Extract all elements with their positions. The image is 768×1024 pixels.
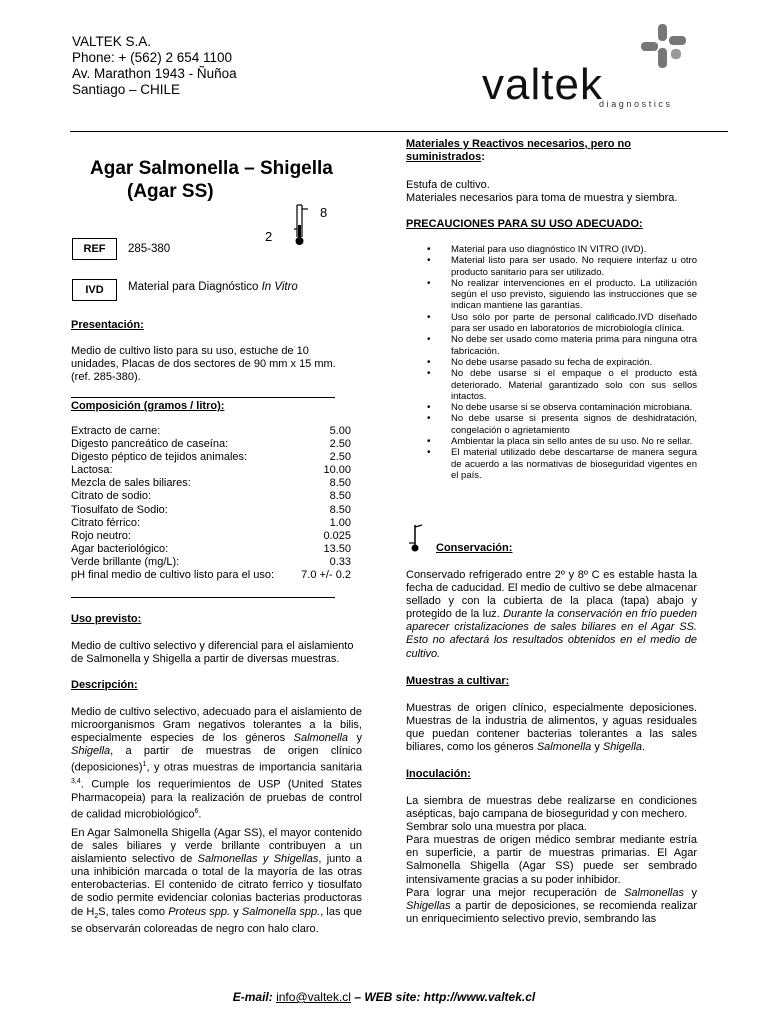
temp-high-label: 8 bbox=[320, 205, 328, 220]
materiales-heading bbox=[406, 138, 666, 164]
footer-separator: – bbox=[350, 990, 365, 1004]
ref-label-box: REF bbox=[72, 238, 117, 260]
list-item: • Material listo para ser usado. No requiere interfaz u otro producto sanitario para ser utilizado. bbox=[406, 255, 697, 278]
text-run: y bbox=[230, 905, 242, 918]
list-item: • No debe usarse si presenta signos de deshidratación, congelación o agrietamiento bbox=[406, 413, 697, 436]
logo-subtitle: diagnostics bbox=[599, 99, 673, 109]
company-street: Av. Marathon 1943 - Ñuñoa bbox=[72, 66, 237, 81]
list-item: • Material para uso diagnóstico IN VITRO (IVD). bbox=[406, 244, 697, 255]
ingredient-name: Verde brillante (mg/L): bbox=[71, 555, 180, 568]
text-run: . Cumple los requerimientos de USP (United States Pharmacopeia) para la realización de pruebas de control de calidad microbiológico bbox=[71, 778, 362, 821]
materiales-line: Estufa de cultivo. bbox=[406, 179, 490, 191]
ingredient-name: Digesto péptico de tejidos animales: bbox=[71, 451, 248, 464]
list-item: • Uso sólo por parte de personal calificado.IVD diseñado para ser usado en laboratorios de microbiología clínica. bbox=[406, 312, 697, 335]
product-title-line1: Agar Salmonella – Shigella bbox=[90, 158, 333, 179]
footnote-ref: 1 bbox=[142, 761, 147, 769]
logo-mark-icon bbox=[638, 22, 688, 74]
inoculacion-line: Para muestras de origen médico sembrar mediante estría en superficie, a partir de muestras primarias. El Agar Salmonella Shigella (Agar SS) puede ser sembrado intensivamente gracias a su poder inhibidor. bbox=[406, 834, 697, 886]
text-run: Muestras de origen clínico, especialmente deposiciones. Muestras de la industria de alimentos, y aguas residuales que puedan contener bacterias tolerantes a las sales biliares, como los géneros bbox=[406, 702, 697, 754]
text-run-italic: Shigella bbox=[71, 745, 111, 758]
conservacion-heading: Conservación: bbox=[436, 542, 513, 554]
text-run: , y otras muestras de importancia sanitaria bbox=[146, 762, 362, 775]
product-title bbox=[90, 157, 333, 203]
ingredient-name: Lactosa: bbox=[71, 464, 113, 477]
text-run: . bbox=[198, 808, 202, 821]
ingredient-value: 8.50 bbox=[329, 477, 351, 490]
website-link[interactable]: WEB site: http://www.valtek.cl bbox=[364, 990, 536, 1004]
ingredient-value: 5.00 bbox=[329, 425, 351, 437]
text-run-italic: Salmonellas bbox=[624, 886, 684, 899]
subscript: 2 bbox=[94, 912, 99, 920]
company-phone: Phone: + (562) 2 654 1100 bbox=[72, 50, 233, 65]
ingredient-value: 7.0 +/- 0.2 bbox=[301, 569, 351, 582]
ivd-text-italic: In Vitro bbox=[261, 281, 298, 293]
ingredient-value: 0.33 bbox=[329, 555, 351, 568]
company-city: Santiago – CHILE bbox=[72, 82, 181, 97]
divider bbox=[71, 397, 335, 398]
ingredient-name: Mezcla de sales biliares: bbox=[71, 477, 191, 490]
list-item: • No debe usarse si el empaque o el producto está deteriorado. Material garantizado solo con sus sellos intactos. bbox=[406, 368, 697, 402]
text-run: y bbox=[591, 741, 603, 754]
ingredient-value: 8.50 bbox=[329, 503, 351, 516]
valtek-logo bbox=[482, 22, 682, 112]
text-run-italic: Proteus spp. bbox=[168, 905, 231, 918]
materiales-heading-colon: : bbox=[481, 151, 485, 164]
text-run: a partir de deposiciones, se recomienda realizar un enriquecimiento selectivo previo, sembrando las bbox=[406, 899, 697, 925]
list-item: • No realizar intervenciones en el producto. La utilización según el uso previsto, siguiendo las instrucciones que se indican mantiene las garantías. bbox=[406, 278, 697, 312]
divider bbox=[71, 597, 335, 598]
text-run-italic: Salmonellas y Shigellas bbox=[197, 853, 319, 866]
precauciones-heading: PRECAUCIONES PARA SU USO ADECUADO: bbox=[406, 218, 643, 230]
inoculacion-text bbox=[406, 795, 697, 926]
thermometer-icon bbox=[406, 523, 430, 553]
text-run: En Agar Salmonella Shigella (Agar SS), el mayor contenido de sales biliares y verde brillante contribuyen a un aislamiento selectivo de bbox=[71, 827, 362, 866]
temp-low-label: 2 bbox=[265, 229, 273, 244]
composition-table bbox=[71, 425, 351, 582]
uso-text: Medio de cultivo selectivo y diferencial para el aislamiento de Salmonella y Shigella a partir de diversas muestras. bbox=[71, 640, 354, 666]
descripcion-paragraph-2 bbox=[71, 827, 362, 936]
text-run-italic: Shigella bbox=[602, 741, 643, 754]
text-run: . bbox=[642, 741, 646, 754]
text-run: y bbox=[683, 886, 697, 899]
materiales-list bbox=[406, 179, 696, 205]
text-run: Conservado refrigerado entre 2º y 8º C es estable hasta la fecha de caducidad. El medio de cultivo se debe almacenar sellado y con la cubierta de la placa (tapa) abajo y protegido de la luz. bbox=[406, 569, 697, 621]
company-name: VALTEK S.A. bbox=[72, 34, 152, 49]
composition-row bbox=[71, 556, 351, 569]
header-divider bbox=[70, 131, 728, 132]
text-run: Para lograr una mejor recuperación de bbox=[406, 886, 625, 899]
composicion-heading: Composición (gramos / litro): bbox=[71, 400, 225, 412]
text-run-italic: Salmonella bbox=[536, 741, 592, 754]
descripcion-paragraph-1 bbox=[71, 706, 362, 822]
list-item: • No debe ser usado como materia prima para ninguna otra fabricación. bbox=[406, 334, 697, 357]
footnote-ref: 3,4 bbox=[71, 778, 81, 786]
ingredient-value: 2.50 bbox=[329, 451, 351, 464]
text-run-italic: Shigellas bbox=[406, 899, 451, 912]
presentacion-text: Medio de cultivo listo para su uso, estuche de 10 unidades, Placas de dos sectores de 90 mm x 15 mm. (ref. 285-380). bbox=[71, 345, 336, 384]
ingredient-name: pH final medio de cultivo listo para el uso: bbox=[71, 569, 274, 582]
email-label: E-mail: bbox=[232, 990, 273, 1004]
materiales-line: Materiales necesarios para toma de muestra y siembra. bbox=[406, 192, 678, 205]
text-run: , las que se observarán coloreadas de negro con halo claro. bbox=[71, 905, 362, 935]
composition-row bbox=[71, 517, 351, 530]
text-run: , junto a una inhibición marcada o total de la mayoría de las otras enterobacterias. El contenido de citrato ferrico y tiosulfato de sodio permite evidenciar colonias bacterias productoras de H bbox=[71, 853, 363, 918]
ingredient-name: Agar bacteriológico: bbox=[71, 542, 169, 555]
inoculacion-line bbox=[406, 887, 697, 926]
ingredient-name: Extracto de carne: bbox=[71, 425, 161, 437]
descripcion-heading: Descripción: bbox=[71, 679, 138, 691]
footer bbox=[0, 990, 768, 1004]
product-title-line2: (Agar SS) bbox=[127, 181, 214, 202]
text-run-italic: Salmonella bbox=[293, 732, 349, 745]
company-address bbox=[72, 34, 237, 98]
composition-row bbox=[71, 504, 351, 517]
presentacion-heading: Presentación: bbox=[71, 319, 144, 331]
materiales-heading-text: Materiales y Reactivos necesarios, pero no suministrados bbox=[406, 138, 631, 164]
text-run-italic: Salmonella spp. bbox=[241, 905, 321, 918]
composition-row bbox=[71, 438, 351, 451]
ivd-description bbox=[128, 281, 298, 293]
ingredient-value: 13.50 bbox=[323, 542, 351, 555]
ingredient-name: Digesto pancreático de caseína: bbox=[71, 438, 229, 451]
inoculacion-line: Sembrar solo una muestra por placa. bbox=[406, 821, 587, 834]
ref-value: 285-380 bbox=[128, 243, 171, 255]
ingredient-value: 8.50 bbox=[329, 490, 351, 503]
composition-row bbox=[71, 569, 351, 582]
list-item: • El material utilizado debe descartarse de manera segura de acuerdo a las normativas de bioseguridad vigentes en el país. bbox=[406, 447, 697, 481]
text-run: S, tales como bbox=[98, 905, 169, 918]
composition-row bbox=[71, 464, 351, 477]
ingredient-name: Rojo neutro: bbox=[71, 529, 131, 542]
composition-row bbox=[71, 543, 351, 556]
email-link[interactable]: info@valtek.cl bbox=[276, 990, 351, 1004]
precauciones-list bbox=[406, 244, 697, 481]
list-item: • No debe usarse pasado su fecha de expiración. bbox=[406, 357, 697, 368]
ingredient-value: 2.50 bbox=[329, 438, 351, 451]
composition-row bbox=[71, 530, 351, 543]
ingredient-name: Citrato férrico: bbox=[71, 516, 141, 529]
text-run: , a partir de muestras de origen clínico (deposiciones) bbox=[71, 745, 362, 775]
text-run: Medio de cultivo selectivo, adecuado para el aislamiento de microorganismos Gram negativos tolerantes a la bilis, especialmente especies de los géneros bbox=[71, 706, 362, 745]
muestras-heading: Muestras a cultivar: bbox=[406, 675, 510, 687]
footnote-ref: 6 bbox=[194, 807, 199, 815]
ingredient-name: Tiosulfato de Sodio: bbox=[71, 503, 168, 516]
list-item: • Ambientar la placa sin sello antes de su uso. No re sellar. bbox=[406, 436, 697, 447]
text-run: y bbox=[348, 732, 362, 745]
composition-row bbox=[71, 477, 351, 490]
conservacion-text bbox=[406, 569, 697, 661]
muestras-text bbox=[406, 702, 697, 754]
composition-row bbox=[71, 451, 351, 464]
ingredient-name: Citrato de sodio: bbox=[71, 490, 152, 503]
composition-row bbox=[71, 425, 351, 438]
inoculacion-heading: Inoculación: bbox=[406, 768, 471, 780]
ivd-text: Material para Diagnóstico bbox=[128, 281, 262, 293]
logo-word: valtek bbox=[482, 60, 603, 109]
inoculacion-line: La siembra de muestras debe realizarse en condiciones asépticas, bajo campana de bioseguridad y con mechero. bbox=[406, 795, 697, 821]
ivd-label-box: IVD bbox=[72, 279, 117, 301]
text-run-italic: Durante la conservación en frío pueden aparecer cristalizaciones de sales biliares en el Agar SS. Esto no afectará los resultados obtenidos en el medio de cultivo. bbox=[406, 608, 697, 660]
composition-row bbox=[71, 490, 351, 503]
ingredient-value: 10.00 bbox=[323, 464, 351, 477]
ingredient-value: 1.00 bbox=[329, 516, 351, 529]
list-item: • No debe usarse si se observa contaminación microbiana. bbox=[406, 402, 697, 413]
uso-heading: Uso previsto: bbox=[71, 613, 142, 625]
ingredient-value: 0.025 bbox=[323, 529, 351, 542]
